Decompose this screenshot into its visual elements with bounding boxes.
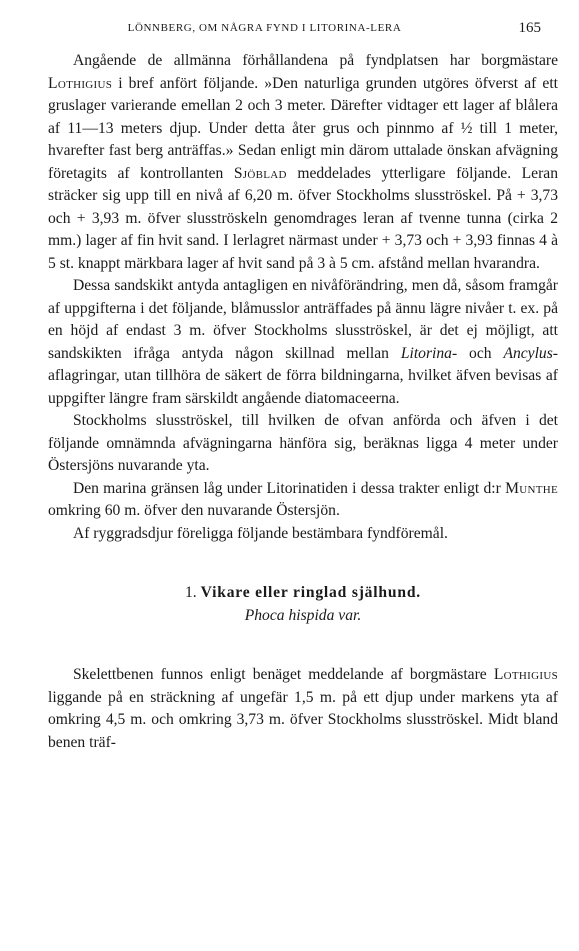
species-name: Phoca hispida [244, 606, 335, 624]
term-litorina: Litorina- [400, 344, 458, 362]
paragraph-6 [48, 664, 558, 754]
paragraph-2-text-b: och [457, 344, 504, 362]
page-header [48, 20, 541, 40]
species-suffix: var. [334, 606, 362, 624]
person-name-sjoblad: Sjöblad [233, 164, 287, 182]
paragraph-1-text-b: i bref anfört följande. »Den naturliga grunden utgöres öfverst af ett gruslager varierande emellan 2 och 3 meter. Därefter vidtager ett lager af blålera af 11—13 meters djup. Under detta åter grus och pinnmo af ½ till 1 meter, hvarefter fast berg anträffas.» Sedan enligt min därom uttalade önskan afvägning företagits af kontrollanten [48, 74, 558, 182]
paragraph-4 [48, 478, 558, 523]
paragraph-2-text-c: aflagringar, utan tillhöra de säkert de förra bildningarna, hvilket äfven bevisas af uppgifter längre fram särskildt angående diatomaceerna. [48, 367, 558, 407]
paragraph-6-text-b: liggande på en sträckning af ungefär 1,5 m. på ett djup under markens yta af omkring 4,5 m. och omkring 3,73 m. öfver Stockholms slusströskel. Midt bland benen träf- [48, 688, 558, 751]
body-text [48, 50, 558, 754]
person-name-lothigius-2: Lothigius [493, 666, 558, 683]
paragraph-3: Stockholms slusströskel, till hvilken de ofvan anförda och äfven i det följande omnämnda afvägningarna hänföra sig, beräknas ligga 4 meter under Östersjöns nuvarande yta. [48, 412, 558, 474]
paragraph-4-text-a: Den marina gränsen låg under Litorinatiden i dessa trakter enligt d:r [72, 479, 506, 497]
paragraph-2 [48, 275, 558, 410]
paragraph-1 [48, 50, 558, 275]
paragraph-6-text-a: Skelettbenen funnos enligt benäget meddelande af borgmästare [72, 666, 494, 683]
section-species [48, 605, 558, 628]
person-name-lothigius: Lothigius [48, 74, 113, 92]
person-name-munthe: Munthe [505, 479, 558, 497]
section-title: Vikare eller ringlad själhund. [200, 584, 421, 601]
section-heading [48, 582, 558, 605]
paragraph-1-text-c: meddelades ytterligare följande. Leran sträcker sig upp till en nivå af 6,20 m. öfver Stockholms slusströskel. På + 3,73 och + 3,93 m. öfver slusströskeln genomdrages leran af tvenne tunna (cirka 2 mm.) lager af fin hvit sand. I lerlagret närmast under + 3,73 och + 3,93 finnas 4 à 5 st. knappt märkbara lager af hvit sand på 3 à 5 cm. afstånd mellan hvarandra. [48, 164, 559, 272]
paragraph-2-text-a: Dessa sandskikt antyda antagligen en nivåförändring, men då, såsom framgår af uppgifterna i det följande, blåmusslor anträffades på ännu lägre nivåer t. ex. på en höjd af endast 3 m. öfver Stockholms slusströskel, är det ej möjligt, att sandskikten ifråga antyda någon skillnad mellan [48, 277, 558, 362]
page-number: 165 [518, 20, 541, 36]
paragraph-1-text-a: Angående de allmänna förhållandena på fyndplatsen har borgmästare [72, 52, 558, 69]
paragraph-5: Af ryggradsdjur föreligga följande bestämbara fyndföremål. [72, 524, 448, 542]
running-head: LÖNNBERG, OM NÅGRA FYND I LITORINA-LERA [127, 22, 402, 34]
term-ancylus: Ancylus- [503, 344, 558, 362]
paragraph-4-text-b: omkring 60 m. öfver den nuvarande Östersjön. [48, 502, 340, 519]
section-number: 1. [185, 584, 197, 601]
